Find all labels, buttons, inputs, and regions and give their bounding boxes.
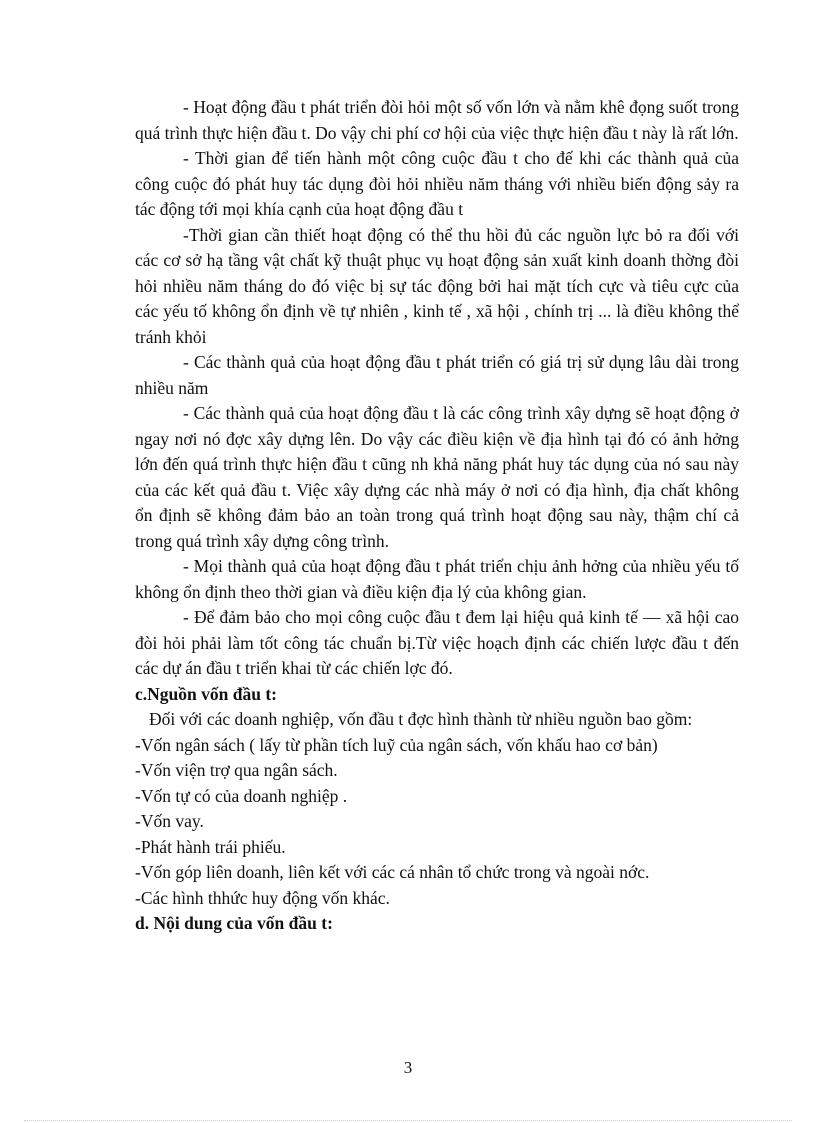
paragraph-time-to-results: - Thời gian để tiến hành một công cuộc đầu t cho đế khi các thành quả của công cuộc đó phát huy tác dụng đòi hỏi nhiều năm tháng với nhiều biến động sảy ra tác động tới mọi khía cạnh của hoạt động đầu t xyxy=(135,148,739,219)
page-number: 3 xyxy=(403,1058,413,1077)
list-item: -Vốn viện trợ qua ngân sách. xyxy=(135,760,338,780)
paragraph-long-term-value: - Các thành quả của hoạt động đầu t phát triển có giá trị sử dụng lâu dài trong nhiều năm xyxy=(135,352,739,398)
list-item: -Vốn ngân sách ( lấy từ phần tích luỹ của ngân sách, vốn khấu hao cơ bản) xyxy=(135,734,658,755)
list-item: -Vốn góp liên doanh, liên kết với các cá nhân tổ chức trong và ngoài nớc. xyxy=(135,862,650,882)
paragraph-preparation: - Để đảm bảo cho mọi công cuộc đầu t đem lại hiệu quả kinh tế — xã hội cao đòi hỏi phải làm tốt công tác chuẩn bị.Từ việc hoạch định các chiến lược đầu t đến các dự án đầu t triển khai từ các chiến lợc đó. xyxy=(135,607,739,678)
paragraph-location-dependence: - Các thành quả của hoạt động đầu t là các công trình xây dựng sẽ hoạt động ở ngay nơi nó đợc xây dựng lên. Do vậy các điều kiện về địa hình tại đó có ảnh hởng lớn đến quá trình thực hiện đầu t cũng nh khả năng phát huy tác dụng của nó sau này của các kết quả đầu t. Việc xây dựng các nhà máy ở nơi có địa hình, địa chất không ổn định sẽ không đảm bảo an toàn trong quá trình hoạt động sau này, thậm chí cả trong quá trình xây dựng công trình. xyxy=(135,403,739,551)
paragraph-capital-requirement: - Hoạt động đầu t phát triển đòi hỏi một số vốn lớn và nằm khê đọng suốt trong quá trình thực hiện đầu t. Do vậy chi phí cơ hội của việc thực hiện đầu t này là rất lớn. xyxy=(135,97,739,143)
page-body xyxy=(135,95,739,937)
page-bottom-divider xyxy=(24,1120,792,1121)
section-heading-capital-sources: c.Nguồn vốn đầu t: xyxy=(135,683,277,704)
list-item: -Phát hành trái phiếu. xyxy=(135,836,286,857)
paragraph-instability-factors: - Mọi thành quả của hoạt động đầu t phát triển chịu ảnh hởng của nhiều yếu tố không ổn định theo thời gian và điều kiện địa lý của không gian. xyxy=(135,556,739,602)
list-item: -Các hình thhức huy động vốn khác. xyxy=(135,887,390,908)
paragraph-recovery-time: -Thời gian cần thiết hoạt động có thể thu hồi đủ các nguồn lực bỏ ra đối với các cơ sở hạ tầng vật chất kỹ thuật phục vụ hoạt động sản xuất kinh doanh thờng đòi hỏi nhiều năm tháng do đó việc bị sự tác động bởi hai mặt tích cực và tiêu cực của các yếu tố không ổn định về tự nhiên , kinh tế , xã hội , chính trị ... là điều không thể tránh khỏi xyxy=(135,224,739,347)
list-item: -Vốn vay. xyxy=(135,811,204,831)
list-item: -Vốn tự có của doanh nghiệp . xyxy=(135,785,348,806)
section-heading-capital-content: d. Nội dung của vốn đầu t: xyxy=(135,913,333,933)
capital-sources-intro: Đối với các doanh nghiệp, vốn đầu t đợc hình thành từ nhiều nguồn bao gồm: xyxy=(149,709,693,729)
